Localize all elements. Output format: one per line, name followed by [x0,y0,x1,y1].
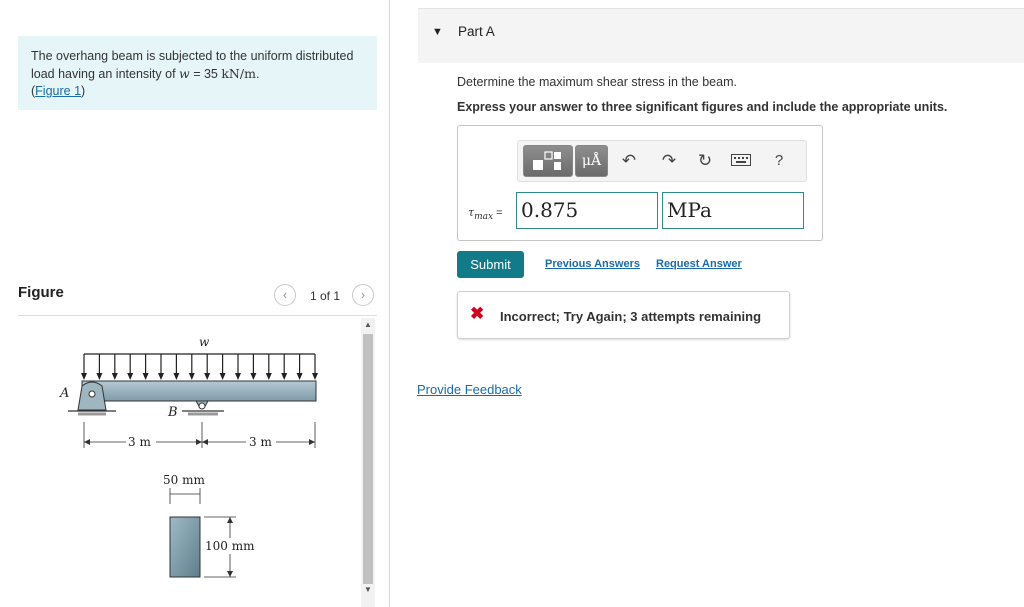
problem-unit: kN/m [221,66,256,81]
variable-subscript: max [474,212,494,223]
feedback-box [457,291,790,339]
scroll-thumb[interactable] [363,334,373,584]
beam-diagram [18,318,358,607]
redo-icon[interactable]: ↷ [661,151,677,170]
previous-answers-link[interactable]: Previous Answers [545,258,640,270]
reset-icon[interactable]: ↻ [697,151,713,170]
paren-close: ) [81,84,86,98]
answer-box [457,125,823,241]
figure-link[interactable]: Figure 1 [35,84,82,98]
figure-header [18,282,377,316]
roller-support-b [182,401,224,414]
answer-toolbar [517,140,807,182]
x-icon: ✖ [470,304,485,323]
instruction-text: Express your answer to three significant figures and include the appropriate units. [457,100,948,114]
units-button[interactable] [575,145,608,177]
problem-variable: w [179,66,190,81]
variable-symbol: τ [468,206,475,219]
right-pane [390,0,1024,607]
value-input[interactable]: 0.875 [516,192,658,229]
width-label: 50 mm [163,473,205,487]
caret-down-icon[interactable]: ▼ [432,26,443,38]
variable-label [468,206,503,222]
variable-equals: = [493,207,503,219]
scroll-up-icon[interactable]: ▲ [364,320,372,329]
problem-period: . [255,67,260,81]
support-b-label: B [168,405,178,420]
unit-input[interactable]: MPa [662,192,804,229]
question-text: Determine the maximum shear stress in the beam. [457,75,737,89]
keyboard-icon[interactable] [730,150,752,172]
cross-section [170,517,200,577]
figure-pager: 1 of 1 [310,289,341,303]
beam [82,381,316,401]
figure-title: Figure [18,284,64,301]
scroll-down-icon[interactable]: ▼ [364,585,372,594]
submit-button[interactable]: Submit [457,251,524,278]
units-label: μÅ [581,153,602,169]
paren-open: ( [31,84,36,98]
figure-area [18,318,358,607]
next-figure-button[interactable] [352,284,374,306]
span1-label: 3 m [128,435,151,449]
left-pane [0,0,389,607]
distributed-load-arrows [81,354,318,380]
figure-scrollbar[interactable] [361,318,375,607]
chevron-left-icon: ‹ [282,287,288,302]
problem-statement [18,36,377,110]
part-title: Part A [458,24,495,39]
prev-figure-button[interactable] [274,284,296,306]
height-label: 100 mm [205,539,255,553]
part-a-header[interactable] [418,8,1024,63]
width-dimension [170,488,200,504]
span2-label: 3 m [249,435,272,449]
template-icon [524,146,572,176]
help-button[interactable]: ? [774,152,784,169]
request-answer-link[interactable]: Request Answer [656,258,742,270]
support-a-label: A [60,386,70,401]
template-button[interactable] [523,145,573,177]
feedback-text: Incorrect; Try Again; 3 attempts remaining [500,309,762,324]
provide-feedback-link[interactable]: Provide Feedback [417,382,522,397]
undo-icon[interactable]: ↶ [621,151,637,170]
problem-text: The overhang beam is subjected to the uniform distributed load having an intensity of [31,49,354,81]
problem-equals: = 35 [189,67,222,81]
span-dimensions [84,422,315,448]
chevron-right-icon: › [360,287,366,302]
load-label: w [199,335,210,349]
